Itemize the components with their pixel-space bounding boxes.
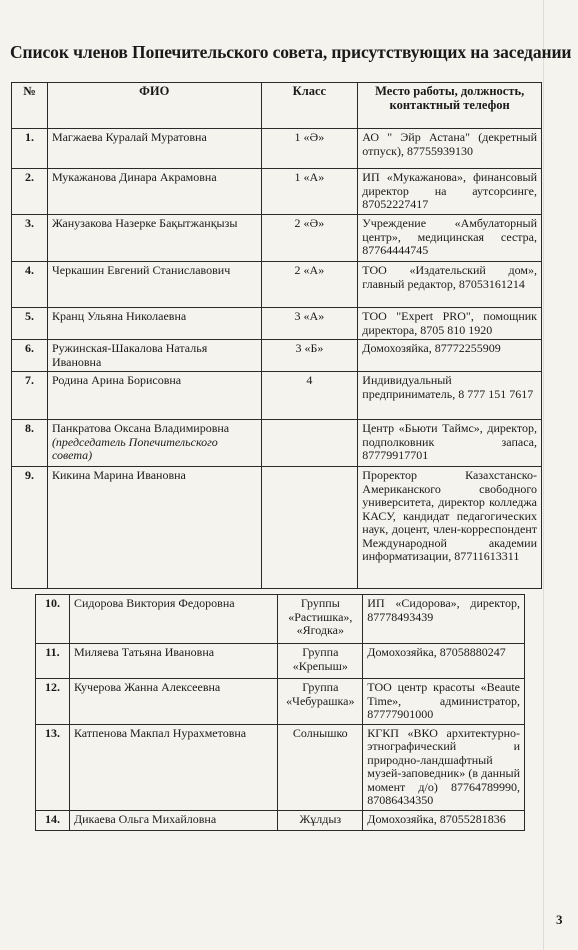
row-work: Учреждение «Амбулаторный центр», медицинская сестра, 87764444745 [358, 215, 542, 262]
row-class: 3 «Б» [261, 340, 358, 372]
table-row [36, 595, 525, 644]
row-work: Проректор Казахстанско-Американского свободного университета, директор колледжа КАСУ, кандидат педагогических наук, доцент, член-корреспондент Международной академии информатизации, 87711613311 [358, 467, 542, 589]
row-work: ТОО центр красоты «Beaute Time», администратор, 87777901000 [363, 679, 525, 725]
row-work: ИП «Мукажанова», финансовый директор на аутсорсинге, 87052227417 [358, 169, 542, 215]
table-row [12, 467, 542, 589]
row-num: 10. [36, 595, 70, 644]
row-work: КГКП «ВКО архитектурно-этнографический и природно-ландшафтный музей-заповедник» (в данный момент д/о) 87764789990, 87086434350 [363, 724, 525, 810]
row-class: Жұлдыз [278, 810, 363, 830]
table-row [12, 215, 542, 262]
table-row [12, 340, 542, 372]
table-row [36, 724, 525, 810]
row-name: Кикина Марина Ивановна [47, 467, 261, 589]
row-num: 12. [36, 679, 70, 725]
members-table-continued [35, 594, 525, 831]
row-num: 4. [12, 262, 48, 308]
page-number: 3 [556, 912, 563, 927]
row-work: Домохозяйка, 87058880247 [363, 644, 525, 679]
row-work: ИП «Сидорова», директор, 87778493439 [363, 595, 525, 644]
header-class: Класс [261, 83, 358, 129]
row-class: 2 «Ә» [261, 215, 358, 262]
row-class: 4 [261, 372, 358, 420]
row-num: 14. [36, 810, 70, 830]
row-name: Катпенова Макпал Нурахметовна [69, 724, 277, 810]
row-work: Центр «Бьюти Таймс», директор, подполковник запаса, 87779917701 [358, 420, 542, 467]
row-class: 1 «Ә» [261, 129, 358, 169]
paper-crease [543, 0, 544, 950]
table-row [12, 129, 542, 169]
row-name: Кранц Ульяна Николаевна [47, 308, 261, 340]
header-name: ФИО [47, 83, 261, 129]
row-name-note: (председатель Попечительского совета) [51, 434, 218, 462]
row-class: Группа «Чебурашка» [278, 679, 363, 725]
row-class: 1 «А» [261, 169, 358, 215]
row-name: Панкратова Оксана Владимировна [51, 421, 230, 435]
row-work: ТОО «Издательский дом», главный редактор, 87053161214 [358, 262, 542, 308]
table-row [12, 169, 542, 215]
members-table [11, 82, 542, 589]
row-num: 6. [12, 340, 48, 372]
header-work: Место работы, должность, контактный телефон [358, 83, 542, 129]
row-num: 7. [12, 372, 48, 420]
row-num: 5. [12, 308, 48, 340]
table-row [36, 644, 525, 679]
row-name: Магжаева Куралай Муратовна [47, 129, 261, 169]
row-name-cell [47, 420, 261, 467]
row-class [261, 420, 358, 467]
row-name: Родина Арина Борисовна [47, 372, 261, 420]
header-num: № [12, 83, 48, 129]
row-num: 9. [12, 467, 48, 589]
row-class: 2 «А» [261, 262, 358, 308]
row-num: 8. [12, 420, 48, 467]
row-num: 1. [12, 129, 48, 169]
row-class: 3 «А» [261, 308, 358, 340]
page-title: Список членов Попечительского совета, присутствующих на заседании [10, 42, 572, 62]
row-num: 11. [36, 644, 70, 679]
row-name: Ружинская-Шакалова Наталья Ивановна [47, 340, 261, 372]
table-row [36, 679, 525, 725]
row-name: Жанузакова Назерке Бақытжанқызы [47, 215, 261, 262]
row-num: 13. [36, 724, 70, 810]
table-row [36, 810, 525, 830]
table-row [12, 308, 542, 340]
row-work: Домохозяйка, 87772255909 [358, 340, 542, 372]
row-work: Индивидуальный предприниматель, 8 777 151 7617 [358, 372, 542, 420]
row-name: Дикаева Ольга Михайловна [69, 810, 277, 830]
row-name: Сидорова Виктория Федоровна [69, 595, 277, 644]
row-name: Мукажанова Динара Акрамовна [47, 169, 261, 215]
row-class: Группа «Крепыш» [278, 644, 363, 679]
row-class: Группы «Растишка», «Ягодка» [278, 595, 363, 644]
table-row [12, 420, 542, 467]
row-name: Миляева Татьяна Ивановна [69, 644, 277, 679]
table-header-row [12, 83, 542, 129]
table-row [12, 372, 542, 420]
row-name: Кучерова Жанна Алексеевна [69, 679, 277, 725]
row-class: Солнышко [278, 724, 363, 810]
row-work: ТОО "Expert PRO", помощник директора, 8705 810 1920 [358, 308, 542, 340]
row-num: 2. [12, 169, 48, 215]
table-row [12, 262, 542, 308]
row-work: АО " Эйр Астана" (декретный отпуск), 87755939130 [358, 129, 542, 169]
row-class [261, 467, 358, 589]
row-work: Домохозяйка, 87055281836 [363, 810, 525, 830]
row-num: 3. [12, 215, 48, 262]
row-name: Черкашин Евгений Станиславович [47, 262, 261, 308]
